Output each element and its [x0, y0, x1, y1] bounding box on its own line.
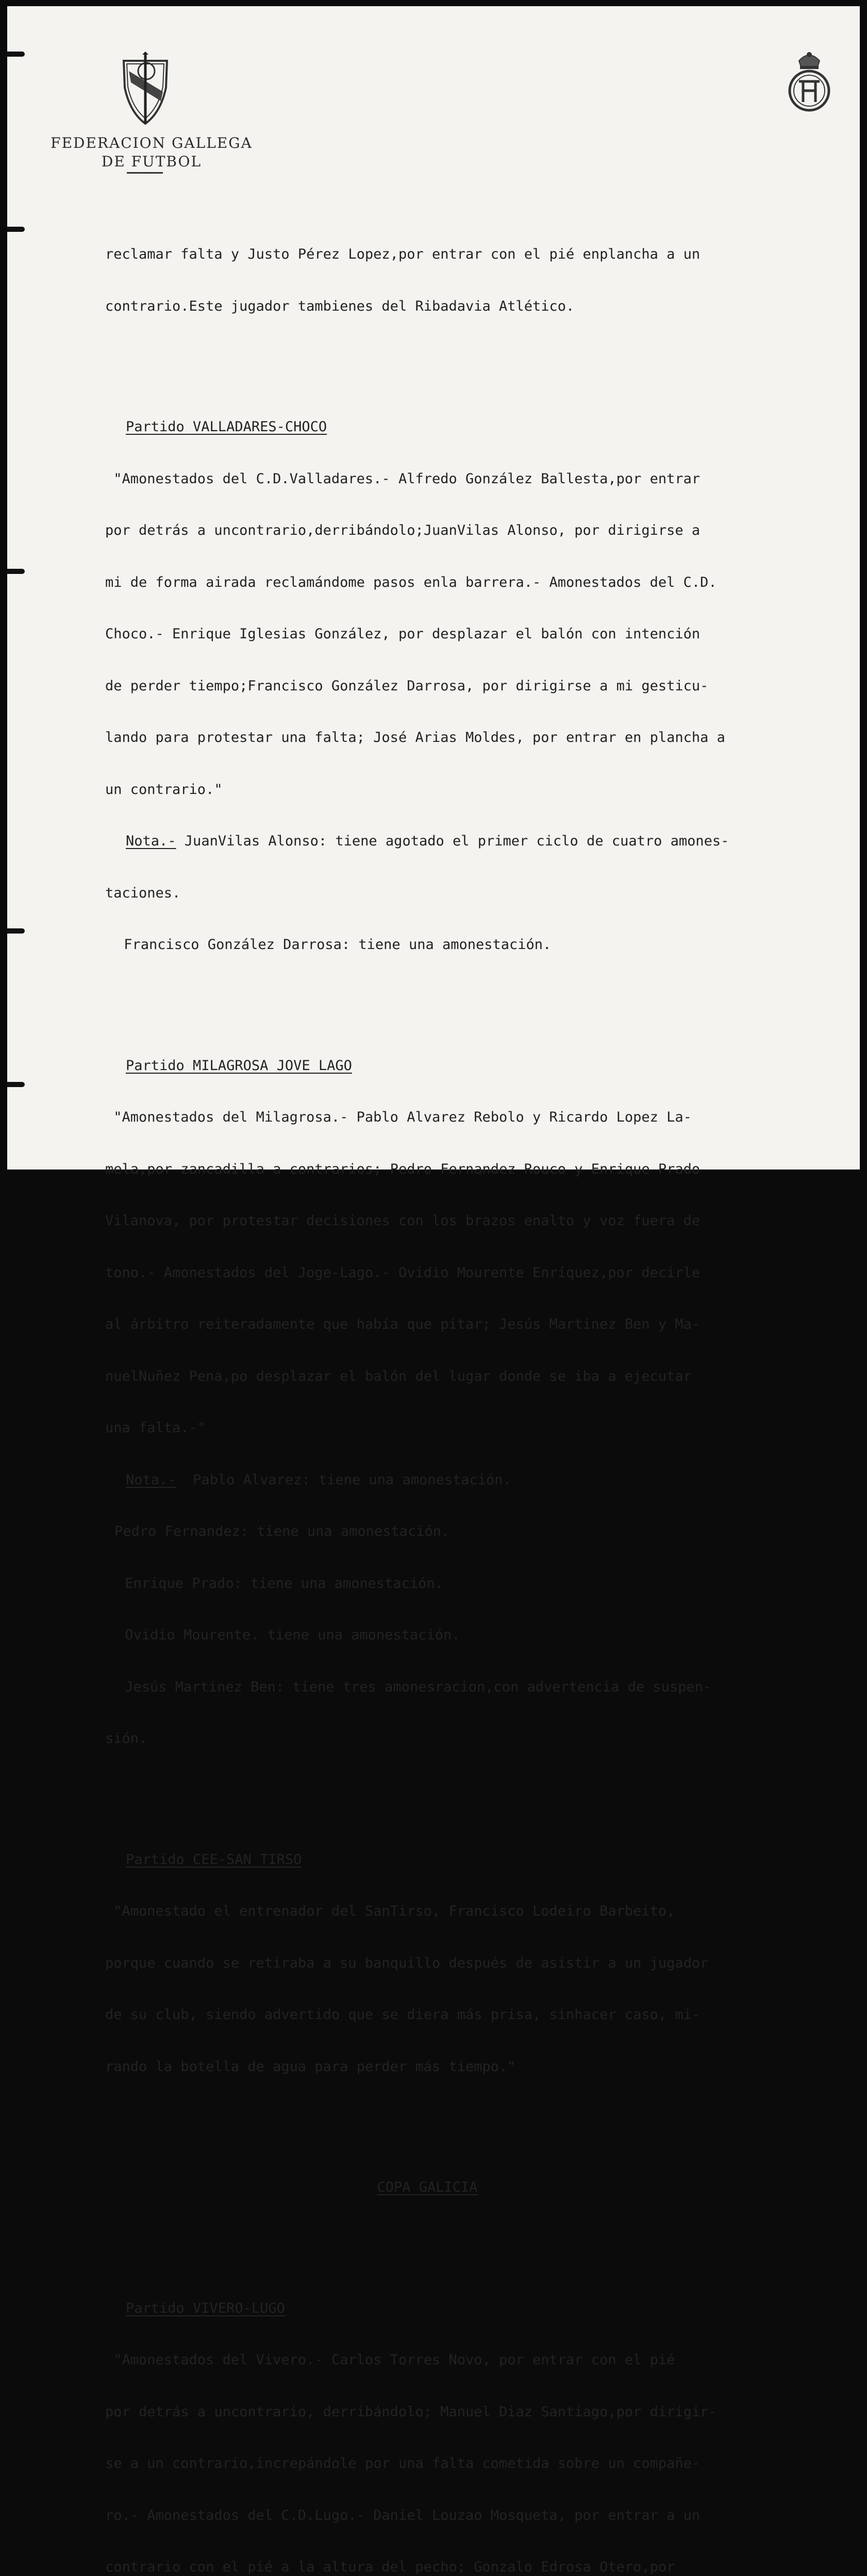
body-line: se a un contrario,increpándole por una falta cometida sobre un compañe-	[105, 2455, 701, 2471]
binder-hole	[7, 227, 25, 232]
federation-name-line1: FEDERACION GALLEGA	[51, 134, 253, 151]
body-line: Choco.- Enrique Iglesias González, por desplazar el balón con intención	[105, 626, 701, 642]
body-line: sión.	[105, 1731, 147, 1747]
nota-label: Nota.-	[126, 833, 176, 849]
federation-name	[43, 134, 260, 171]
body-line: por detrás a uncontrario,derribándolo;JuanVilas Alonso, por dirigirse a	[105, 522, 701, 538]
body-line: "Amonestados del Milagrosa.- Pablo Alvarez Rebolo y Ricardo Lopez La-	[105, 1109, 692, 1125]
body-line: Francisco González Darrosa: tiene una amonestación.	[115, 937, 552, 953]
nota-label: Nota.-	[126, 1471, 176, 1488]
header-divider	[127, 172, 163, 174]
binder-hole	[7, 1082, 25, 1087]
body-line: mela,por zancadilla a contrarios; Pedro Fernandez Rouco y Enrique Prado	[105, 1161, 701, 1177]
nota-text: Pablo Alvarez: tiene una amonestación.	[176, 1471, 511, 1488]
crown-emblem-logo	[786, 49, 833, 113]
binder-hole	[7, 569, 25, 574]
body-line: rando la botella de agua para perder más tiempo."	[105, 2058, 516, 2075]
body-line: ro.- Amonestados del C.D.Lugo.- Daniel Louzao Mosqueta, por entrar a un	[105, 2507, 701, 2523]
nota-text: JuanVilas Alonso: tiene agotado el primer ciclo de cuatro amones-	[176, 833, 729, 849]
body-line: tono.- Amonestados del Joge-Lago.- Ovidio Mourente Enríquez,por decirle	[105, 1264, 701, 1281]
section-title-vivero-lugo: Partido VIVERO-LUGO	[126, 2300, 285, 2316]
body-line: Jesús Martinez Ben: tiene tres amonesracion,con advertencia de suspen-	[116, 1679, 712, 1695]
body-line: "Amonestados del C.D.Valladares.- Alfredo González Ballesta,por entrar	[105, 470, 701, 487]
body-line: "Amonestado el entrenador del SanTirso, Francisco Lodeiro Barbeito,	[105, 1903, 675, 1919]
body-line: taciones.	[105, 885, 181, 901]
binder-hole	[7, 928, 25, 934]
body-line: "Amonestados del Vivero.- Carlos Torres Novo, por entrar con el pié	[105, 2352, 675, 2368]
binder-hole	[7, 52, 25, 57]
federation-shield-logo	[120, 52, 171, 128]
body-line: lando para protestar una falta; José Arias Moldes, por entrar en plancha a	[105, 730, 725, 745]
section-title-valladares-choco: Partido VALLADARES-CHOCO	[126, 419, 327, 435]
body-line: Pedro Fernandez: tiene una amonestación.	[114, 1523, 450, 1539]
body-line: al árbitro reiteradamente que había que pitar; Jesús Martinez Ben y Ma-	[105, 1316, 701, 1332]
body-line: de perder tiempo;Francisco González Darrosa, por dirigirse a mi gesticu-	[105, 677, 709, 694]
body-line: porque cuando se retiraba a su banquillo después de asistir a un jugador	[105, 1955, 709, 1971]
document-page	[7, 6, 860, 2575]
body-line: nuelNuñez Pena,po desplazar el balón del lugar donde se iba a ejecutar	[105, 1368, 692, 1384]
section-title-milagrosa-jove-lago: Partido MILAGROSA JOVE LAGO	[126, 1057, 352, 1074]
body-line: de su club, siendo advertido que se diera más prisa, sinhacer caso, mi-	[105, 2007, 701, 2023]
federation-name-line2: DE FUTBOL	[101, 153, 202, 170]
body-line: mi de forma airada reclamándome pasos enla barrera.- Amonestados del C.D.	[105, 574, 717, 590]
copa-galicia-heading: COPA GALICIA	[377, 2179, 478, 2195]
body-line: contrario.Este jugador tambienes del Ribadavia Atlético.	[105, 298, 575, 314]
body-line: una falta.-"	[105, 1420, 206, 1436]
body-line: Enrique Prado: tiene una amonestación.	[116, 1575, 443, 1591]
body-line: Vilanova, por protestar decisiones con los brazos enalto y voz fuera de	[105, 1213, 701, 1229]
body-line: reclamar falta y Justo Pérez Lopez,por entrar con el pié enplancha a un	[105, 246, 701, 262]
body-line: contrario con el pié a la altura del pecho; Gonzalo Edrosa Otero,por	[105, 2559, 675, 2575]
body-line: Ovidio Mourente. tiene una amonestación.	[116, 1627, 460, 1643]
body-line: un contrario."	[105, 781, 223, 798]
section-title-cee-san-tirso: Partido CEE-SAN TIRSO	[126, 1851, 302, 1868]
document-body	[105, 211, 858, 2576]
body-line: por detrás a uncontrario, derribándolo; Manuel Diaz Santiago,por dirigir-	[105, 2403, 717, 2420]
